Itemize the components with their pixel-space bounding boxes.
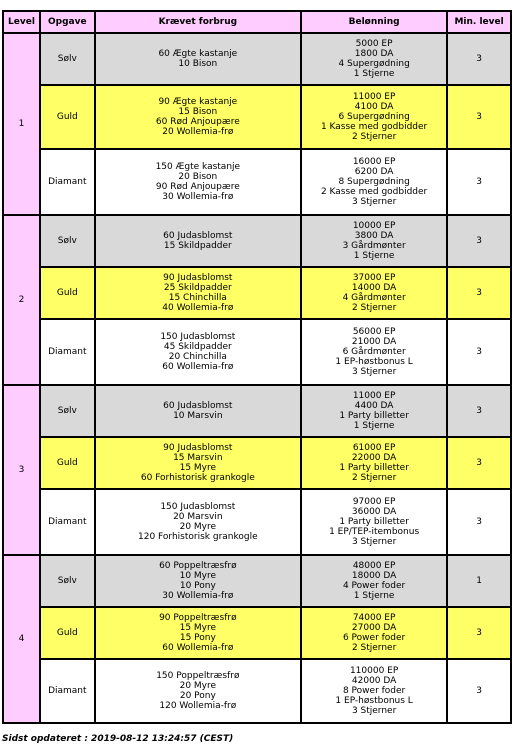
reward-line: 1 EP-høstbonus L (335, 357, 413, 367)
requirement-cell (96, 216, 300, 266)
min-level-cell: 3 (448, 386, 510, 436)
header-reward: Belønning (302, 12, 446, 32)
task-cell: Diamant (41, 150, 94, 214)
reward-cell (302, 438, 446, 488)
reward-line: 5000 EP (355, 39, 393, 49)
header-task: Opgave (41, 12, 94, 32)
table-row (4, 386, 510, 436)
reward-cell (302, 660, 446, 722)
requirement-cell (96, 150, 300, 214)
level-cell: 1 (4, 34, 39, 214)
requirement-cell (96, 438, 300, 488)
requirement-line: 60 Judasblomst (163, 231, 233, 241)
requirement-cell (96, 268, 300, 318)
reward-line: 1 Party billetter (339, 411, 409, 421)
requirement-line: 90 Rød Anjoupære (155, 182, 240, 192)
requirement-line: 120 Wollemia-frø (159, 701, 237, 711)
min-level-cell: 1 (448, 556, 510, 606)
min-level-cell: 3 (448, 150, 510, 214)
table-row (4, 150, 510, 214)
min-level-cell: 3 (448, 34, 510, 84)
table-row (4, 86, 510, 148)
requirement-line: 90 Ægte kastanje (158, 97, 238, 107)
header-min-level: Min. level (448, 12, 510, 32)
task-cell: Sølv (41, 386, 94, 436)
requirement-line: 20 Bison (178, 172, 218, 182)
requirement-cell (96, 320, 300, 384)
requirement-line: 15 Chinchilla (168, 293, 227, 303)
reward-line: 2 Stjerner (351, 473, 397, 483)
reward-line: 36000 DA (351, 507, 397, 517)
reward-line: 37000 EP (352, 273, 396, 283)
requirement-line: 25 Skildpadder (163, 283, 232, 293)
reward-line: 11000 EP (352, 391, 396, 401)
requirement-line: 120 Forhistorisk grankogle (138, 532, 258, 542)
reward-line: 18000 DA (351, 571, 397, 581)
reward-line: 42000 DA (351, 676, 397, 686)
task-cell: Diamant (41, 490, 94, 554)
reward-line: 6200 DA (354, 167, 394, 177)
requirement-line: 150 Poppeltræsfrø (156, 671, 240, 681)
reward-line: 1800 DA (354, 49, 394, 59)
reward-cell (302, 86, 446, 148)
tasks-table (2, 10, 512, 724)
table-header-row (4, 12, 510, 32)
reward-line: 16000 EP (352, 157, 396, 167)
task-cell: Diamant (41, 320, 94, 384)
requirement-line: 20 Myre (179, 522, 217, 532)
requirement-line: 90 Poppeltræsfrø (159, 613, 237, 623)
task-cell: Sølv (41, 556, 94, 606)
reward-line: 22000 DA (351, 453, 397, 463)
reward-cell (302, 556, 446, 606)
reward-line: 8 Supergødning (338, 177, 410, 187)
min-level-cell: 3 (448, 86, 510, 148)
requirement-line: 10 Marsvin (173, 411, 223, 421)
requirement-line: 15 Myre (179, 623, 217, 633)
reward-line: 48000 EP (352, 561, 396, 571)
reward-line: 4100 DA (354, 102, 394, 112)
reward-line: 74000 EP (352, 613, 396, 623)
reward-line: 14000 DA (351, 283, 397, 293)
reward-line: 27000 DA (351, 623, 397, 633)
reward-line: 4 Supergødning (338, 59, 410, 69)
reward-cell (302, 268, 446, 318)
requirement-line: 90 Judasblomst (163, 443, 233, 453)
reward-line: 1 Stjerne (353, 591, 395, 601)
requirement-line: 20 Chinchilla (168, 352, 227, 362)
task-cell: Guld (41, 86, 94, 148)
reward-line: 3800 DA (354, 231, 394, 241)
table-row (4, 320, 510, 384)
table-row (4, 490, 510, 554)
header-requirement: Krævet forbrug (96, 12, 300, 32)
requirement-cell (96, 490, 300, 554)
requirement-line: 150 Ægte kastanje (155, 162, 241, 172)
table-row (4, 438, 510, 488)
task-cell: Sølv (41, 216, 94, 266)
table-row (4, 556, 510, 606)
requirement-line: 90 Judasblomst (163, 273, 233, 283)
reward-line: 10000 EP (352, 221, 396, 231)
min-level-cell: 3 (448, 216, 510, 266)
reward-line: 11000 EP (352, 92, 396, 102)
reward-line: 6 Supergødning (338, 112, 410, 122)
requirement-line: 15 Marsvin (173, 453, 223, 463)
reward-line: 1 Stjerne (353, 421, 395, 431)
requirement-line: 60 Judasblomst (163, 401, 233, 411)
reward-cell (302, 386, 446, 436)
requirement-cell (96, 86, 300, 148)
table-body (4, 34, 510, 722)
reward-cell (302, 490, 446, 554)
requirement-line: 10 Myre (179, 571, 217, 581)
requirement-cell (96, 608, 300, 658)
reward-line: 3 Stjerner (351, 197, 397, 207)
requirement-line: 60 Forhistorisk grankogle (140, 473, 255, 483)
requirement-line: 15 Bison (178, 107, 218, 117)
task-cell: Guld (41, 438, 94, 488)
requirement-line: 20 Wollemia-frø (162, 127, 234, 137)
reward-cell (302, 34, 446, 84)
requirement-line: 10 Pony (179, 581, 216, 591)
requirement-line: 45 Skildpadder (163, 342, 232, 352)
table-row (4, 216, 510, 266)
requirement-line: 20 Pony (179, 691, 216, 701)
reward-line: 97000 EP (352, 497, 396, 507)
level-cell: 2 (4, 216, 39, 384)
min-level-cell: 3 (448, 608, 510, 658)
requirement-line: 30 Wollemia-frø (162, 591, 234, 601)
requirement-line: 15 Pony (179, 633, 216, 643)
reward-cell (302, 320, 446, 384)
reward-line: 8 Power foder (342, 686, 406, 696)
requirement-line: 15 Myre (179, 463, 217, 473)
requirement-line: 20 Myre (179, 681, 217, 691)
reward-line: 4 Power foder (342, 581, 406, 591)
min-level-cell: 3 (448, 490, 510, 554)
reward-line: 3 Stjerner (351, 367, 397, 377)
reward-cell (302, 150, 446, 214)
requirement-cell (96, 386, 300, 436)
min-level-cell: 3 (448, 268, 510, 318)
min-level-cell: 3 (448, 438, 510, 488)
table-row (4, 34, 510, 84)
requirement-line: 10 Bison (178, 59, 218, 69)
task-cell: Diamant (41, 660, 94, 722)
reward-line: 3 Gårdmønter (342, 241, 406, 251)
task-cell: Sølv (41, 34, 94, 84)
reward-line: 2 Kasse med godbidder (320, 187, 428, 197)
requirement-line: 60 Ægte kastanje (158, 49, 238, 59)
reward-line: 4400 DA (354, 401, 394, 411)
reward-line: 1 EP/TEP-itembonus (329, 527, 420, 537)
reward-line: 56000 EP (352, 327, 396, 337)
table-row (4, 608, 510, 658)
reward-line: 1 EP-høstbonus L (335, 696, 413, 706)
min-level-cell: 3 (448, 660, 510, 722)
reward-line: 61000 EP (352, 443, 396, 453)
requirement-line: 20 Marsvin (173, 512, 223, 522)
reward-line: 2 Stjerner (351, 643, 397, 653)
reward-cell (302, 216, 446, 266)
header-level: Level (4, 12, 39, 32)
reward-line: 2 Stjerner (351, 132, 397, 142)
requirement-line: 60 Wollemia-frø (162, 643, 234, 653)
requirement-line: 60 Poppeltræsfrø (159, 561, 237, 571)
requirement-line: 15 Skildpadder (163, 241, 232, 251)
reward-line: 6 Power foder (342, 633, 406, 643)
reward-line: 1 Party billetter (339, 517, 409, 527)
requirement-line: 150 Judasblomst (160, 332, 236, 342)
level-cell: 4 (4, 556, 39, 722)
reward-line: 4 Gårdmønter (342, 293, 406, 303)
requirement-line: 30 Wollemia-frø (162, 192, 234, 202)
level-cell: 3 (4, 386, 39, 554)
last-updated: Sidst opdateret : 2019-08-12 13:24:57 (CEST) (2, 734, 234, 744)
requirement-cell (96, 34, 300, 84)
task-cell: Guld (41, 268, 94, 318)
table-row (4, 268, 510, 318)
reward-line: 1 Stjerne (353, 251, 395, 261)
reward-line: 2 Stjerner (351, 303, 397, 313)
requirement-cell (96, 556, 300, 606)
requirement-line: 40 Wollemia-frø (162, 303, 234, 313)
reward-line: 3 Stjerner (351, 706, 397, 716)
reward-line: 1 Party billetter (339, 463, 409, 473)
reward-line: 3 Stjerner (351, 537, 397, 547)
reward-line: 110000 EP (349, 666, 399, 676)
requirement-line: 60 Wollemia-frø (162, 362, 234, 372)
requirement-line: 150 Judasblomst (160, 502, 236, 512)
reward-line: 1 Kasse med godbidder (320, 122, 428, 132)
min-level-cell: 3 (448, 320, 510, 384)
reward-cell (302, 608, 446, 658)
requirement-cell (96, 660, 300, 722)
reward-line: 6 Gårdmønter (342, 347, 406, 357)
requirement-line: 60 Rød Anjoupære (155, 117, 240, 127)
task-cell: Guld (41, 608, 94, 658)
reward-line: 21000 DA (351, 337, 397, 347)
reward-line: 1 Stjerne (353, 69, 395, 79)
table-row (4, 660, 510, 722)
